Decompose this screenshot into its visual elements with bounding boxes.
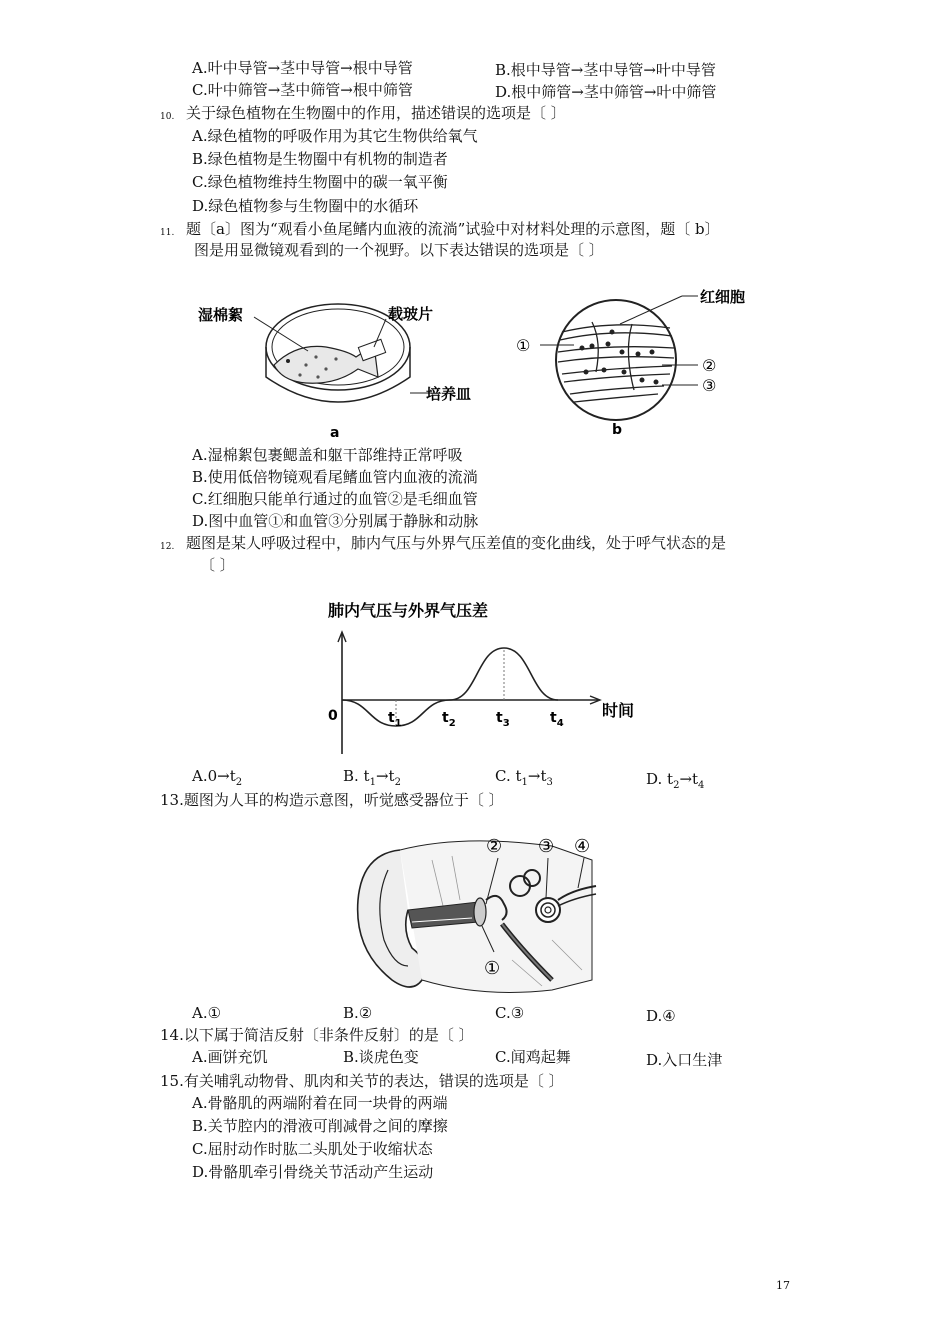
q11-option-d: D.图中血管①和血管③分别属于静脉和动脉 bbox=[192, 512, 479, 530]
q12-number: 12. bbox=[160, 542, 175, 552]
q13-option-a: A.① bbox=[192, 1004, 222, 1022]
q10-option-a: A.绿色植物的呼吸作用为其它生物供给氧气 bbox=[192, 127, 478, 145]
q12-d-mid: →t bbox=[679, 770, 699, 788]
q14-option-b: B.谈虎色变 bbox=[343, 1048, 419, 1066]
ear-mark-3: ③ bbox=[538, 836, 555, 857]
q12-d-sub1: 2 bbox=[673, 780, 680, 791]
chart-tick-t1: $t_1$ bbox=[388, 710, 402, 729]
q9-option-b: B.根中导管→茎中导管→叶中导管 bbox=[495, 61, 716, 79]
q9-option-d: D.根中筛管→茎中筛管→叶中筛管 bbox=[495, 83, 717, 101]
figure-microscope-view bbox=[512, 282, 772, 442]
q11-option-b: B.使用低倍物镜观看尾鳍血管内血液的流淌 bbox=[192, 468, 478, 486]
q12-d-sub2: 4 bbox=[698, 780, 705, 791]
q15-option-a: A.骨骼肌的两端附着在同一块骨的两端 bbox=[192, 1094, 448, 1112]
q10-number: 10. bbox=[160, 112, 175, 122]
q14-stem: 14.以下属于简洁反射〔非条件反射〕的是〔 〕 bbox=[160, 1026, 474, 1044]
q12-bracket: 〔 〕 bbox=[200, 556, 235, 574]
vessel-mark-3: ③ bbox=[702, 376, 717, 395]
q15-option-c: C.屈肘动作时肱二头肌处于收缩状态 bbox=[192, 1140, 433, 1158]
figure-petri-dish bbox=[196, 285, 496, 440]
q10-option-b: B.绿色植物是生物圈中有机物的制造者 bbox=[192, 150, 448, 168]
q14-option-d: D.入口生津 bbox=[646, 1051, 723, 1069]
label-dish: 培养皿 bbox=[426, 385, 472, 403]
vessel-mark-1: ① bbox=[516, 336, 531, 355]
q14-option-c: C.闻鸡起舞 bbox=[495, 1048, 571, 1066]
q12-c-sub2: 3 bbox=[546, 777, 553, 788]
ear-mark-1: ① bbox=[484, 958, 501, 979]
q13-stem: 13.题图为人耳的构造示意图，听觉感受器位于〔 〕 bbox=[160, 791, 504, 809]
page-number: 17 bbox=[776, 1279, 790, 1292]
q12-option-a bbox=[192, 766, 242, 793]
figure-human-ear bbox=[352, 830, 602, 1000]
q15-option-d: D.骨骼肌牵引骨绕关节活动产生运动 bbox=[192, 1163, 434, 1181]
q12-b-sub1: 1 bbox=[369, 777, 376, 788]
ear-mark-4: ④ bbox=[574, 836, 591, 857]
q10-option-d: D.绿色植物参与生物圈中的水循环 bbox=[192, 197, 419, 215]
q12-a-text: A.0→t bbox=[192, 767, 236, 785]
q11-stem-line2: 图是用显微镜观看到的一个视野。以下表达错误的选项是〔 〕 bbox=[194, 241, 604, 259]
ear-mark-2: ② bbox=[486, 836, 503, 857]
q13-option-c: C.③ bbox=[495, 1004, 525, 1022]
cochlea-icon bbox=[536, 898, 560, 922]
q14-option-a: A.画饼充饥 bbox=[192, 1048, 268, 1066]
q12-stem: 题图是某人呼吸过程中，肺内气压与外界气压差值的变化曲线，处于呼气状态的是 bbox=[186, 534, 727, 552]
q12-b-sub2: 2 bbox=[394, 777, 401, 788]
chart-x-label: 时间 bbox=[602, 701, 635, 720]
q12-b-pre: B. t bbox=[343, 767, 370, 785]
chart-origin-label: 0 bbox=[328, 708, 338, 724]
q9-option-a: A.叶中导管→茎中导管→根中导管 bbox=[192, 59, 413, 77]
q12-c-sub1: 1 bbox=[521, 777, 528, 788]
q12-d-pre: D. t bbox=[646, 770, 674, 788]
q10-option-c: C.绿色植物维持生物圈中的碳一氧平衡 bbox=[192, 173, 448, 191]
q10-stem: 关于绿色植物在生物圈中的作用，描述错误的选项是〔 〕 bbox=[186, 104, 566, 122]
caption-a: a bbox=[330, 425, 340, 440]
q12-c-pre: C. t bbox=[495, 767, 522, 785]
q11-option-a: A.湿棉絮包裹鳃盖和躯干部维持正常呼吸 bbox=[192, 446, 463, 464]
q12-c-mid: →t bbox=[527, 767, 547, 785]
chart-title: 肺内气压与外界气压差 bbox=[328, 601, 489, 620]
q13-option-b: B.② bbox=[343, 1004, 373, 1022]
label-slide: 载玻片 bbox=[388, 305, 434, 323]
q11-option-c: C.红细胞只能单行通过的血管②是毛细血管 bbox=[192, 490, 478, 508]
q12-b-mid: →t bbox=[375, 767, 395, 785]
q12-option-c bbox=[495, 766, 553, 793]
vessel-mark-2: ② bbox=[702, 356, 717, 375]
pressure-difference-chart bbox=[320, 596, 650, 764]
chart-tick-t2: $t_2$ bbox=[442, 710, 456, 729]
q15-stem: 15.有关哺乳动物骨、肌肉和关节的表达，错误的选项是〔 〕 bbox=[160, 1072, 564, 1090]
chart-tick-t3: $t_3$ bbox=[496, 710, 510, 729]
fish-icon bbox=[274, 339, 386, 383]
chart-series-line bbox=[342, 648, 558, 726]
q11-number: 11. bbox=[160, 228, 175, 238]
caption-b: b bbox=[612, 422, 623, 438]
q13-option-d: D.④ bbox=[646, 1007, 676, 1025]
q12-option-b bbox=[343, 766, 401, 793]
q12-a-sub: 2 bbox=[235, 777, 243, 788]
label-cotton: 湿棉絮 bbox=[198, 306, 244, 324]
q11-stem-line1: 题〔a〕图为“观看小鱼尾鳍内血液的流淌”试验中对材料处理的示意图，题〔 b〕 bbox=[186, 220, 720, 238]
chart-tick-t4: $t_4$ bbox=[550, 710, 564, 729]
q15-option-b: B.关节腔内的滑液可削减骨之间的摩擦 bbox=[192, 1117, 448, 1135]
label-red-blood-cell: 红细胞 bbox=[700, 288, 746, 306]
q9-option-c: C.叶中筛管→茎中筛管→根中筛管 bbox=[192, 81, 413, 99]
q12-option-d bbox=[646, 769, 704, 796]
